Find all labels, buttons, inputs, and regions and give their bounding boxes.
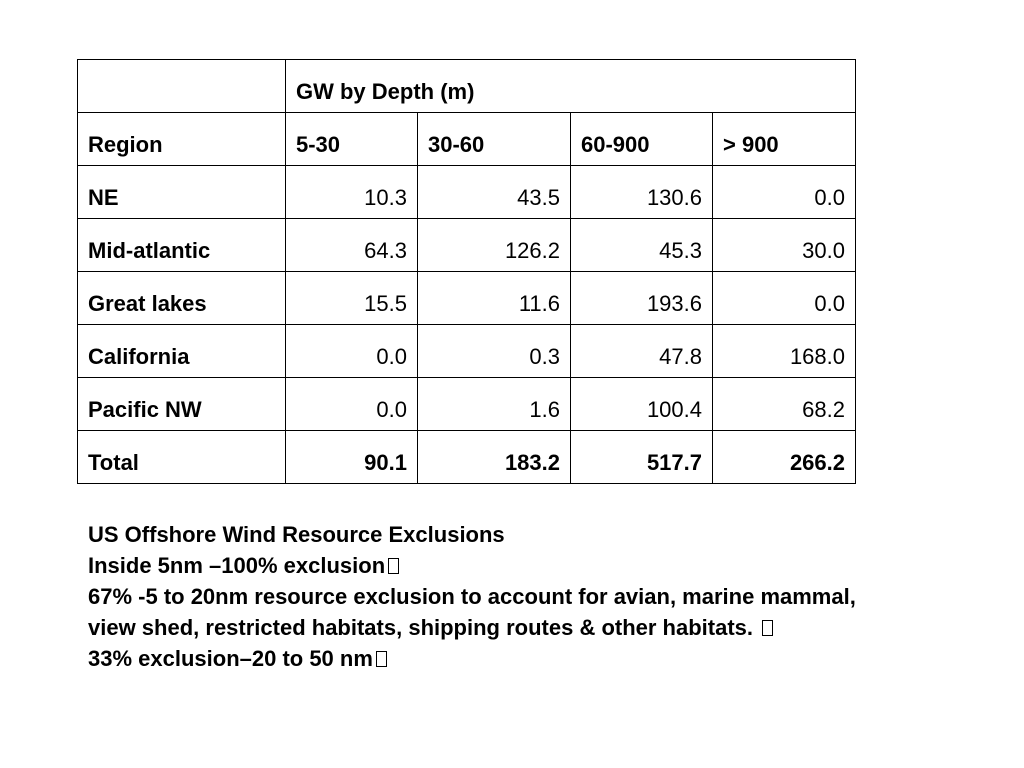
value-cell: 126.2 [418,219,571,272]
notes-line-text: view shed, restricted habitats, shipping routes & other habitats. [88,615,760,640]
value-cell: 0.0 [713,272,856,325]
group-header-row [78,60,856,113]
region-cell: Pacific NW [78,378,286,431]
missing-glyph-icon [376,651,387,667]
value-cell: 130.6 [571,166,713,219]
group-header-cell: GW by Depth (m) [286,60,856,113]
notes-title-text: US Offshore Wind Resource Exclusions [88,522,505,547]
region-cell: California [78,325,286,378]
notes-line-text: Inside 5nm –100% exclusion [88,553,386,578]
value-cell: 64.3 [286,219,418,272]
value-cell: 30.0 [713,219,856,272]
value-cell: 47.8 [571,325,713,378]
notes-line-20-to-50nm [88,643,1008,674]
missing-glyph-icon [388,558,399,574]
region-cell: Mid-atlantic [78,219,286,272]
total-label-cell: Total [78,431,286,484]
notes-line-text: 33% exclusion–20 to 50 nm [88,646,373,671]
total-row [78,431,856,484]
notes-line-habitats [88,612,1008,643]
value-cell: 11.6 [418,272,571,325]
total-value-cell: 183.2 [418,431,571,484]
value-cell: 0.0 [286,378,418,431]
notes-title [88,519,1008,550]
total-value-cell: 90.1 [286,431,418,484]
value-cell: 0.3 [418,325,571,378]
region-cell: Great lakes [78,272,286,325]
table-row [78,219,856,272]
value-cell: 45.3 [571,219,713,272]
value-cell: 68.2 [713,378,856,431]
value-cell: 168.0 [713,325,856,378]
value-cell: 43.5 [418,166,571,219]
value-cell: 10.3 [286,166,418,219]
table-row [78,378,856,431]
column-header-60-900: 60-900 [571,113,713,166]
table-row [78,325,856,378]
notes-line-text: 67% -5 to 20nm resource exclusion to account for avian, marine mammal, [88,584,856,609]
exclusion-notes [88,519,1008,674]
gw-by-depth-table [77,59,856,484]
table-row [78,272,856,325]
value-cell: 15.5 [286,272,418,325]
region-cell: NE [78,166,286,219]
notes-line-inside-5nm [88,550,1008,581]
table-row [78,166,856,219]
value-cell: 100.4 [571,378,713,431]
missing-glyph-icon [762,620,773,636]
total-value-cell: 517.7 [571,431,713,484]
value-cell: 193.6 [571,272,713,325]
empty-corner-cell [78,60,286,113]
value-cell: 0.0 [713,166,856,219]
column-header-5-30: 5-30 [286,113,418,166]
value-cell: 0.0 [286,325,418,378]
column-header-over-900: > 900 [713,113,856,166]
column-header-30-60: 30-60 [418,113,571,166]
column-header-row [78,113,856,166]
value-cell: 1.6 [418,378,571,431]
column-header-region: Region [78,113,286,166]
total-value-cell: 266.2 [713,431,856,484]
notes-line-5-to-20nm [88,581,1008,612]
